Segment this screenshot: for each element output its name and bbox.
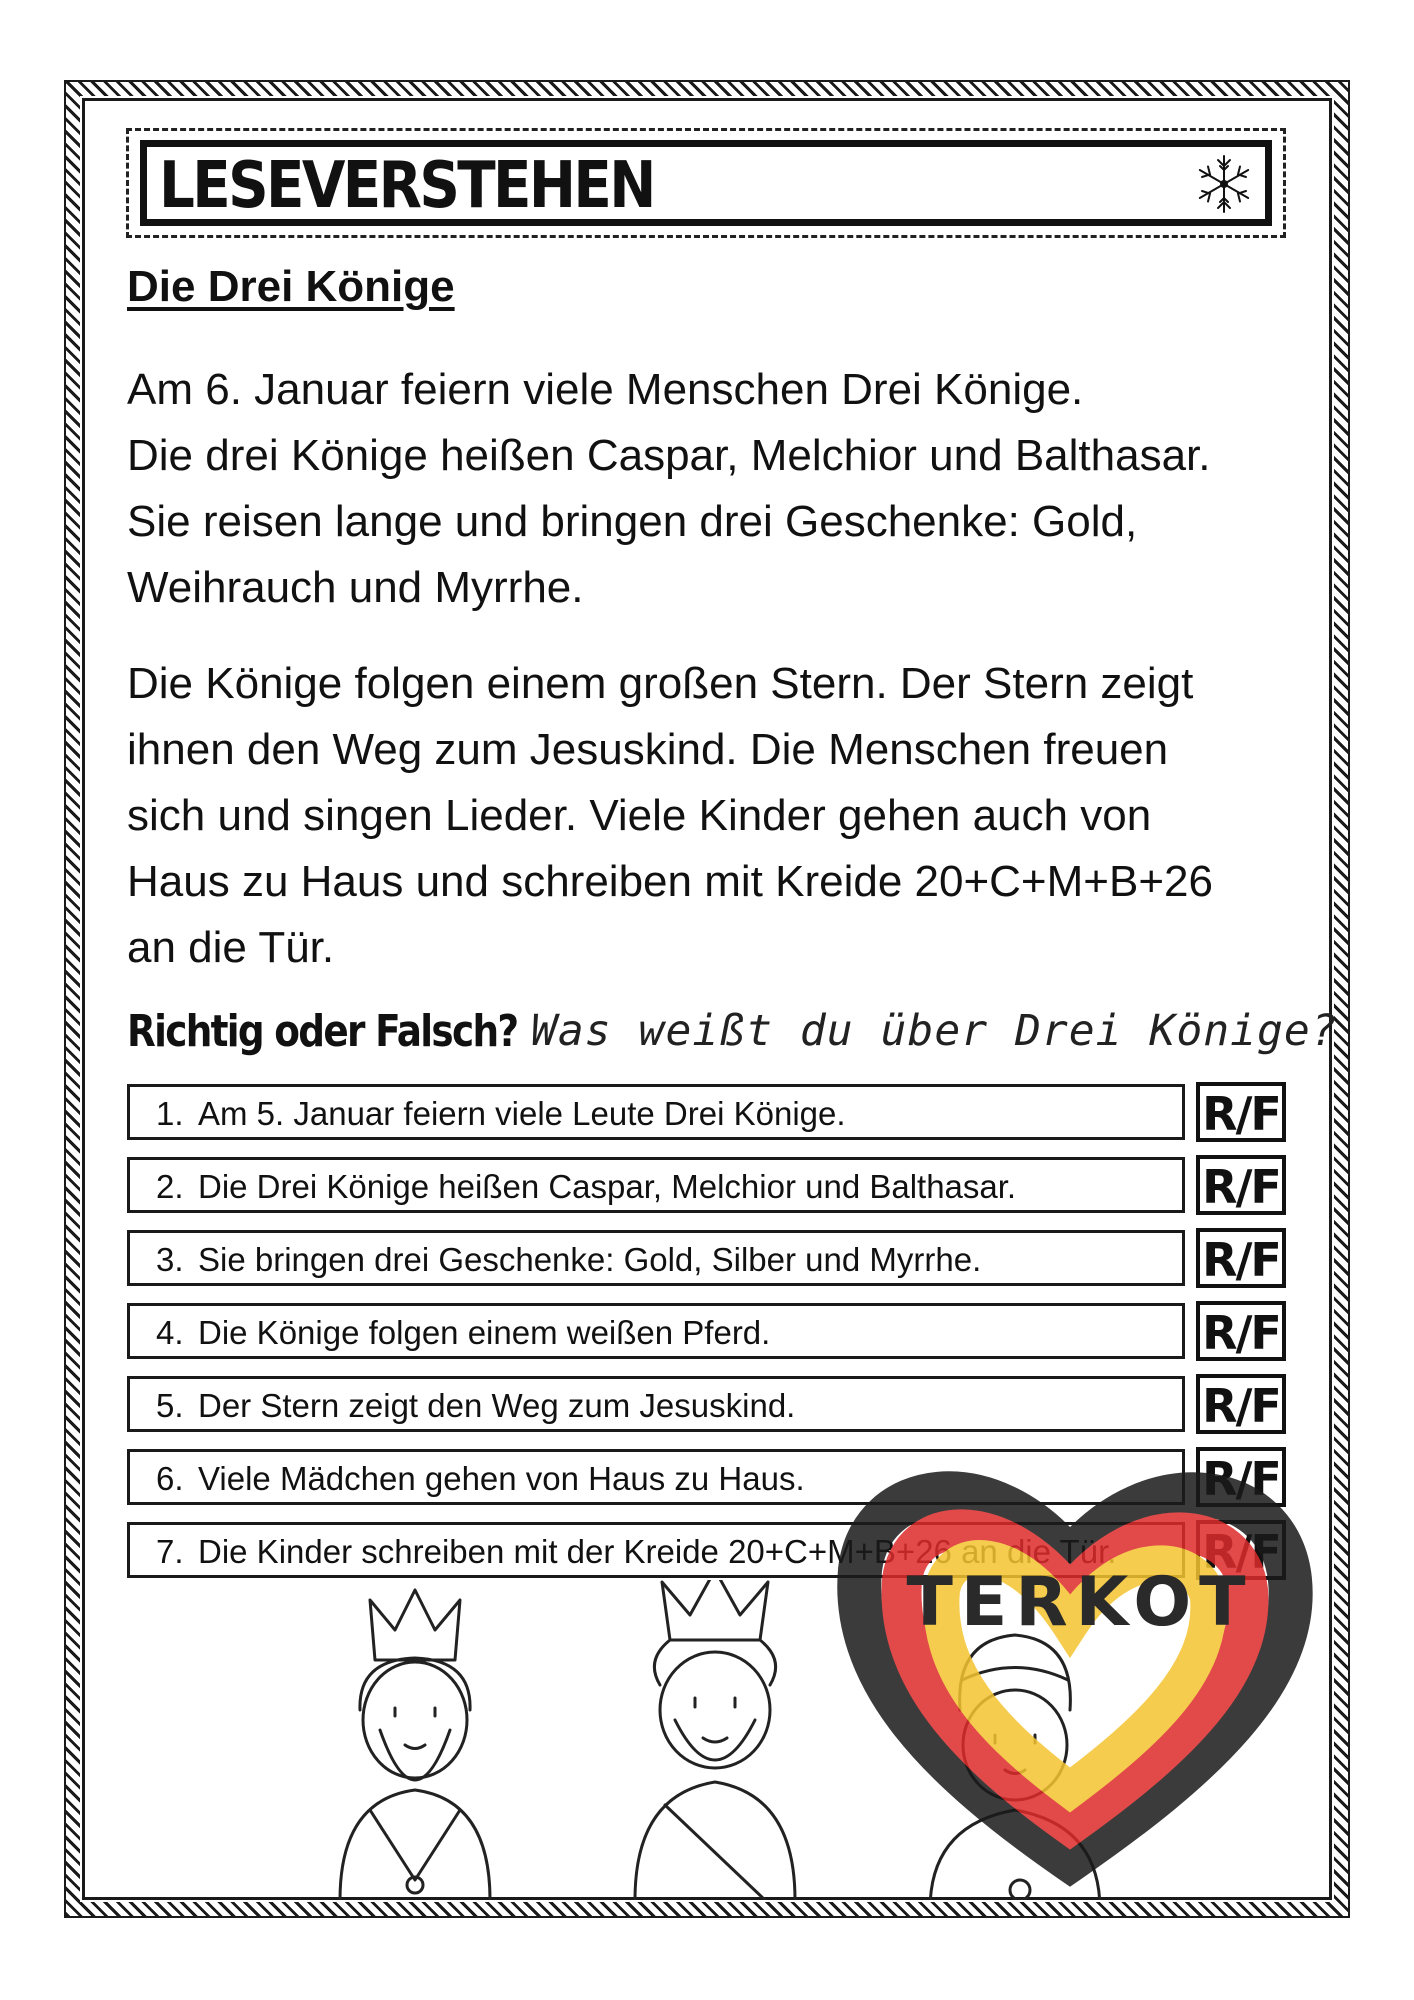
- king-left: [340, 1590, 490, 1900]
- story-paragraph-1: [127, 357, 1287, 621]
- story-line: Am 6. Januar feiern viele Menschen Drei Könige.: [127, 365, 1084, 414]
- story-title: Die Drei Könige: [127, 262, 455, 311]
- story-paragraph-2: [127, 651, 1287, 981]
- quiz-item-text: Sie bringen drei Geschenke: Gold, Silber und Myrrhe.: [198, 1241, 982, 1278]
- story-line: Die drei Könige heißen Caspar, Melchior und Balthasar.: [127, 431, 1211, 480]
- story-line: sich und singen Lieder. Viele Kinder gehen auch von: [127, 791, 1152, 840]
- king-middle: [635, 1580, 795, 1900]
- quiz-item-text: Der Stern zeigt den Weg zum Jesuskind.: [198, 1387, 796, 1424]
- quiz-item-text: Die Drei Könige heißen Caspar, Melchior und Balthasar.: [198, 1168, 1017, 1205]
- quiz-item-2: [127, 1157, 1185, 1213]
- quiz-heading-label: Richtig oder Falsch?: [127, 1006, 518, 1057]
- answer-box-7[interactable]: R/F: [1196, 1520, 1286, 1580]
- answer-box-3[interactable]: R/F: [1196, 1228, 1286, 1288]
- answer-box-1[interactable]: R/F: [1196, 1082, 1286, 1142]
- answer-box-4[interactable]: R/F: [1196, 1301, 1286, 1361]
- story-line: ihnen den Weg zum Jesuskind. Die Menschen freuen: [127, 725, 1169, 774]
- quiz-item-number: 7.: [156, 1533, 184, 1570]
- answer-box-2[interactable]: R/F: [1196, 1155, 1286, 1215]
- quiz-item-text: Viele Mädchen gehen von Haus zu Haus.: [198, 1460, 805, 1497]
- story-line: Die Könige folgen einem großen Stern. Der Stern zeigt: [127, 659, 1194, 708]
- quiz-item-4: [127, 1303, 1185, 1359]
- quiz-item-number: 6.: [156, 1460, 184, 1497]
- quiz-item-text: Die Könige folgen einem weißen Pferd.: [198, 1314, 771, 1351]
- quiz-item-number: 2.: [156, 1168, 184, 1205]
- quiz-item-number: 5.: [156, 1387, 184, 1424]
- story-line: Weihrauch und Myrrhe.: [127, 563, 584, 612]
- quiz-subheading: Was weißt du über Drei Könige?: [531, 1006, 1338, 1056]
- answer-box-6[interactable]: R/F: [1196, 1447, 1286, 1507]
- story-line: Sie reisen lange und bringen drei Geschenke: Gold,: [127, 497, 1138, 546]
- watermark-text: TERKOT: [906, 1563, 1254, 1642]
- quiz-item-text: Die Kinder schreiben mit der Kreide 20+C+M+B+26 an die Tür.: [198, 1533, 1117, 1570]
- story-line: Haus zu Haus und schreiben mit Kreide 20+C+M+B+26: [127, 857, 1213, 906]
- quiz-heading: [127, 1006, 1338, 1057]
- page-title: LESEVERSTEHEN: [159, 149, 654, 223]
- quiz-item-text: Am 5. Januar feiern viele Leute Drei Könige.: [198, 1095, 846, 1132]
- quiz-item-3: [127, 1230, 1185, 1286]
- story-line: an die Tür.: [127, 923, 335, 972]
- snowflake-icon: [1193, 153, 1255, 215]
- quiz-item-number: 4.: [156, 1314, 184, 1351]
- terkot-watermark-logo: [820, 1420, 1340, 1900]
- quiz-item-1: [127, 1084, 1185, 1140]
- answer-box-5[interactable]: R/F: [1196, 1374, 1286, 1434]
- quiz-item-number: 1.: [156, 1095, 184, 1132]
- quiz-item-number: 3.: [156, 1241, 184, 1278]
- title-banner: [140, 140, 1272, 226]
